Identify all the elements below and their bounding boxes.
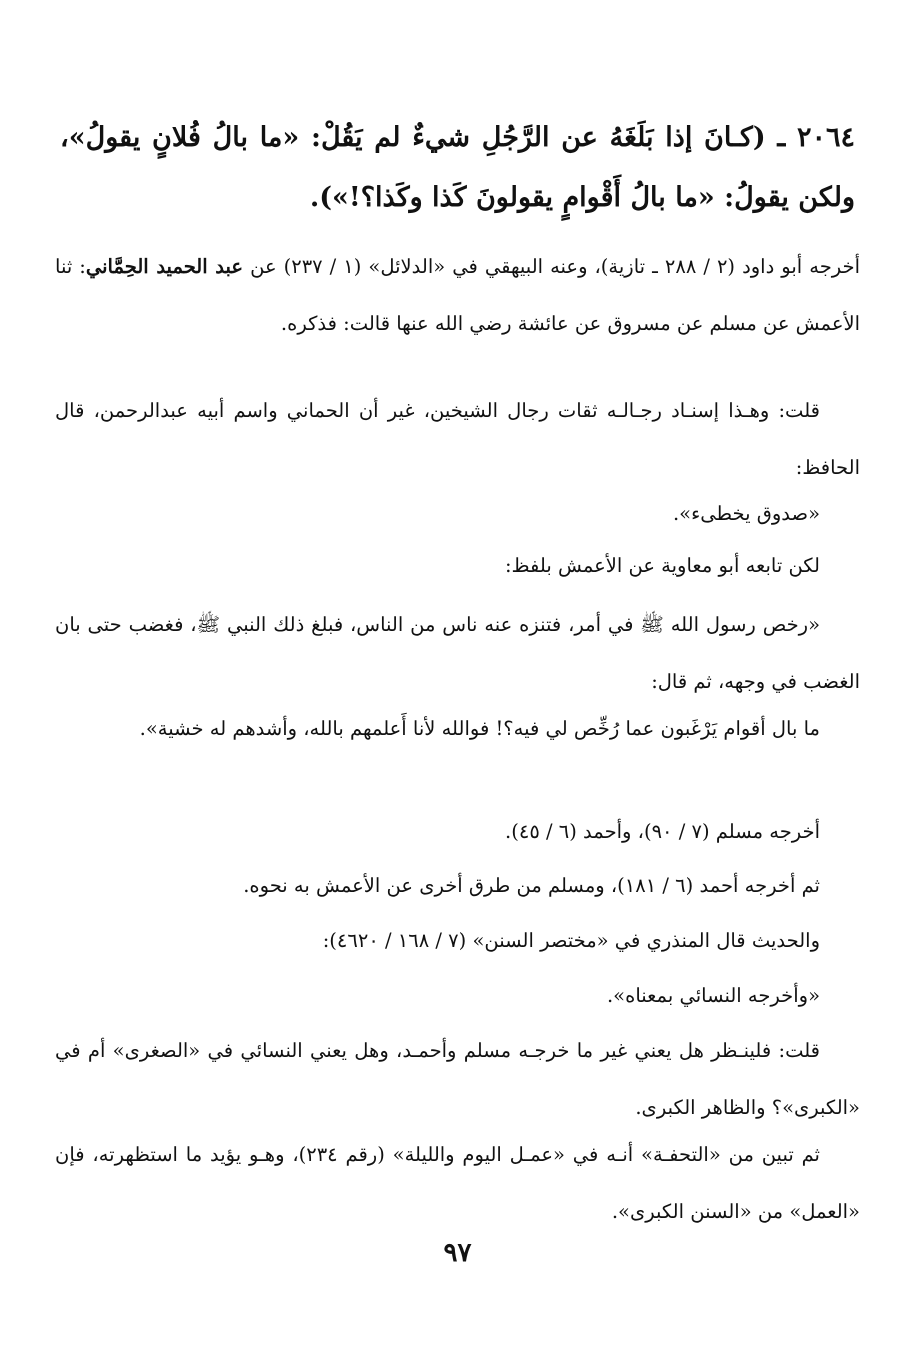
paragraph-mundhiri: والحديث قال المنذري في «مختصر السنن» (٧ / ١٦٨ / ٤٦٢٠):	[322, 929, 820, 952]
paragraph-hafiz-quote: «صدوق يخطىء».	[672, 502, 820, 525]
paragraph-mutaba: لكن تابعه أبو معاوية عن الأعمش بلفظ:	[504, 554, 820, 577]
page-number: ٩٧	[443, 1238, 472, 1268]
paragraph-takhrij-muslim: أخرجه مسلم (٧ / ٩٠)، وأحمد (٦ / ٤٥).	[505, 820, 820, 843]
paragraph-author-note: قلت: فلينـظر هل يعني غير ما خرجـه مسلم وأحمـد، وهل يعني النسائي في «الصغرى» أم في «الكبرى»؟ والظاهر الكبرى.	[55, 1039, 860, 1119]
takhrij-text-start: أخرجه أبو داود (٢ / ٢٨٨ ـ تازية)، وعنه البيهقي في «الدلائل» (١ / ٢٣٧) عن	[250, 255, 860, 278]
paragraph-nasai-quote: «وأخرجه النسائي بمعناه».	[606, 984, 820, 1007]
paragraph-hadith-text-cont: ما بال أقوام يَرْغَبون عما رُخِّص لي فيه؟! فوالله لأنا أَعلمهم بالله، وأشدهم له خشية».	[139, 717, 820, 740]
paragraph-tuhfa-note: ثم تبين من «التحفـة» أنـه في «عمـل اليوم والليلة» (رقم ٢٣٤)، وهـو يؤيد ما استظهرته، فإن «العمل» من «السنن الكبرى».	[55, 1143, 860, 1223]
paragraph-takhrij-abu-dawud	[55, 238, 860, 352]
hadith-heading: ٢٠٦٤ ـ (كـانَ إذا بَلَغَهُ عن الرَّجُلِ شيءٌ لم يَقُلْ: «ما بالُ فُلانٍ يقولُ»، ولكن يقولُ: «ما بالُ أَقْوامٍ يقولونَ كَذا وكَذا؟!»).	[60, 122, 855, 213]
paragraph-hadith-text: «رخص رسول الله ﷺ في أمر، فتنزه عنه ناس من الناس، فبلغ ذلك النبي ﷺ، فغضب حتى بان الغضب في وجهه، ثم قال:	[55, 613, 860, 693]
narrator-name: عبد الحميد الحِمَّاني	[85, 255, 244, 278]
takhrij-text-end: : ثنا الأعمش عن مسلم عن مسروق عن عائشة رضي الله عنها قالت: فذكره.	[55, 255, 860, 335]
paragraph-isnad-comment: قلت: وهـذا إسنـاد رجـالـه ثقات رجال الشيخين، غير أن الحماني واسم أبيه عبدالرحمن، قال الحافظ:	[55, 399, 860, 479]
paragraph-takhrij-ahmad: ثم أخرجه أحمد (٦ / ١٨١)، ومسلم من طرق أخرى عن الأعمش به نحوه.	[243, 874, 820, 897]
